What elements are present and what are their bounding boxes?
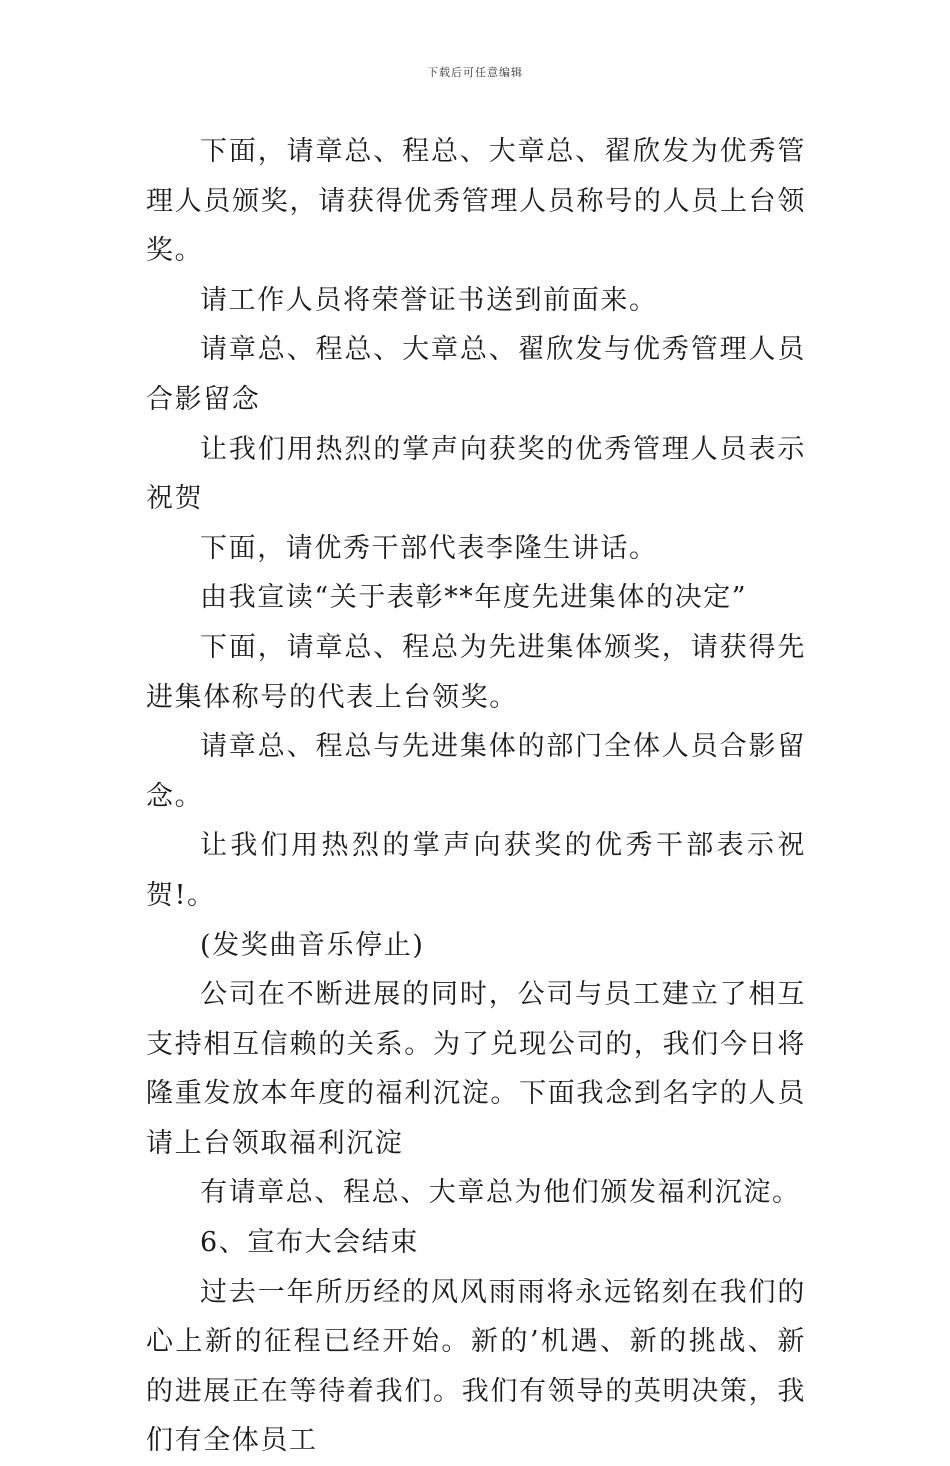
document-body bbox=[146, 127, 806, 1466]
paragraph: 请章总、程总、大章总、翟欣发与优秀管理人员合影留念 bbox=[146, 334, 806, 415]
header-note: 下载后可任意编辑 bbox=[427, 66, 523, 79]
paragraph: 有请章总、程总、大章总为他们颁发福利沉淀。 bbox=[200, 1177, 801, 1209]
paragraph: (发奖曲音乐停止) bbox=[200, 929, 425, 961]
paragraph: 请章总、程总与先进集体的部门全体人员合影留念。 bbox=[146, 731, 806, 812]
paragraph: 让我们用热烈的掌声向获奖的优秀管理人员表示祝贺 bbox=[146, 433, 806, 515]
paragraph: 让我们用热烈的掌声向获奖的优秀干部表示祝贺!。 bbox=[146, 830, 806, 911]
paragraph: 过去一年所历经的风风雨雨将永远铭刻在我们的心上新的征程已经开始。新的’机遇、新的挑战、新的进展正在等待着我们。我们有领导的英明决策，我们有全体员工 bbox=[146, 1276, 806, 1457]
paragraph: 下面，请章总、程总为先进集体颁奖，请获得先进集体称号的代表上台领奖。 bbox=[146, 631, 806, 713]
paragraph: 由我宣读“关于表彰**年度先进集体的决定” bbox=[200, 582, 748, 614]
paragraph: 请工作人员将荣誉证书送到前面来。 bbox=[200, 284, 658, 316]
paragraph: 公司在不断进展的同时，公司与员工建立了相互支持相互信赖的关系。为了兑现公司的，我们今日将隆重发放本年度的福利沉淀。下面我念到名字的人员请上台领取福利沉淀 bbox=[146, 979, 806, 1159]
paragraph: 下面，请章总、程总、大章总、翟欣发为优秀管理人员颁奖，请获得优秀管理人员称号的人员上台领奖。 bbox=[146, 136, 806, 267]
paragraph: 6、宣布大会结束 bbox=[200, 1227, 419, 1259]
paragraph: 下面，请优秀干部代表李隆生讲话。 bbox=[200, 532, 658, 564]
